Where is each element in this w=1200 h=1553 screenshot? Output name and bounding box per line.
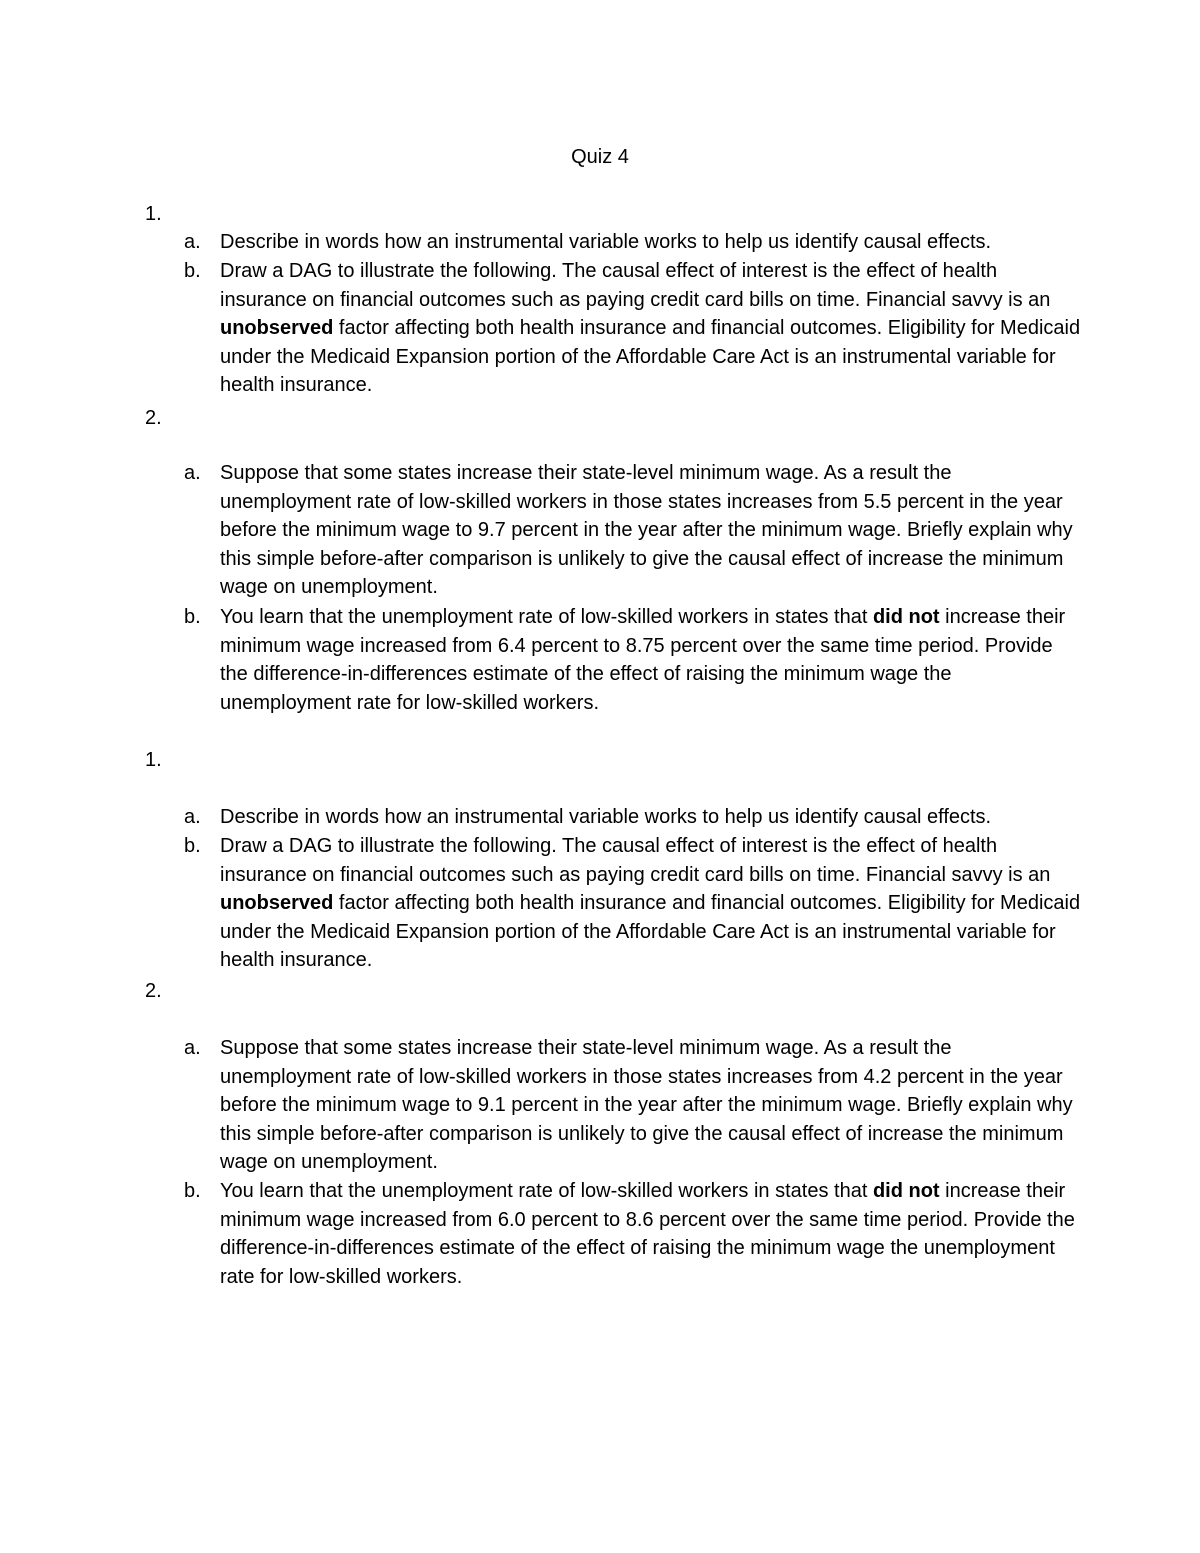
emphasis-bold: unobserved — [220, 317, 334, 339]
part-text: Describe in words how an instrumental variable works to help us identify causal effects. — [220, 231, 992, 253]
question-2a — [184, 459, 1084, 602]
part-text: Suppose that some states increase their state-level minimum wage. As a result the unemployment rate of low-skilled workers in those states increases from 5.5 percent in the year before the minimum wage to 9.7 percent in the year after the minimum wage. Briefly explain why this simple before-after comparison is unlikely to give the causal effect of increase the minimum wage on unemployment. — [220, 462, 1073, 598]
part-text: Draw a DAG to illustrate the following. The causal effect of interest is the effect of health insurance on financial outcomes such as paying credit card bills on time. Financial savvy is an unobserved factor affecting both health insurance and financial outcomes. Eligibility for Medicaid under the Medicaid Expansion portion of the Affordable Care Act is an instrumental variable for health insurance. — [220, 835, 1081, 971]
question-1-number: 1. — [145, 203, 162, 225]
part-text: Describe in words how an instrumental variable works to help us identify causal effects. — [220, 806, 992, 828]
part-text: You learn that the unemployment rate of low-skilled workers in states that did not increase their minimum wage increased from 6.0 percent to 8.6 percent over the same time period. Provide the difference-in-differences estimate of the effect of raising the minimum wage the unemployment rate for low-skilled workers. — [220, 1180, 1075, 1288]
part-label: a. — [184, 1037, 201, 1059]
part-label: a. — [184, 462, 201, 484]
part-label: a. — [184, 806, 201, 828]
part-label: b. — [184, 260, 201, 282]
part-label: b. — [184, 606, 201, 628]
part-label: b. — [184, 1180, 201, 1202]
emphasis-bold: did not — [872, 1180, 940, 1202]
part-label: b. — [184, 835, 201, 857]
question-2b — [184, 1177, 1084, 1291]
part-text: You learn that the unemployment rate of low-skilled workers in states that did not increase their minimum wage increased from 6.4 percent to 8.75 percent over the same time period. Provide the difference-in-differences estimate of the effect of raising the minimum wage the unemployment rate for low-skilled workers. — [220, 606, 1066, 714]
question-1-number: 1. — [145, 749, 162, 771]
question-2a — [184, 1034, 1084, 1177]
question-2b — [184, 603, 1084, 717]
part-label: a. — [184, 231, 201, 253]
question-1b — [184, 257, 1084, 400]
part-text: Suppose that some states increase their state-level minimum wage. As a result the unemployment rate of low-skilled workers in those states increases from 4.2 percent in the year before the minimum wage to 9.1 percent in the year after the minimum wage. Briefly explain why this simple before-after comparison is unlikely to give the causal effect of increase the minimum wage on unemployment. — [220, 1037, 1073, 1173]
part-text: Draw a DAG to illustrate the following. The causal effect of interest is the effect of health insurance on financial outcomes such as paying credit card bills on time. Financial savvy is an unobserved factor affecting both health insurance and financial outcomes. Eligibility for Medicaid under the Medicaid Expansion portion of the Affordable Care Act is an instrumental variable for health insurance. — [220, 260, 1081, 396]
question-1b — [184, 832, 1084, 975]
question-2-number: 2. — [145, 980, 162, 1002]
question-2-number: 2. — [145, 407, 162, 429]
emphasis-bold: unobserved — [220, 892, 334, 914]
question-1a — [184, 228, 1084, 257]
question-1a — [184, 803, 1084, 832]
emphasis-bold: did not — [872, 606, 940, 628]
page-title: Quiz 4 — [571, 146, 629, 168]
